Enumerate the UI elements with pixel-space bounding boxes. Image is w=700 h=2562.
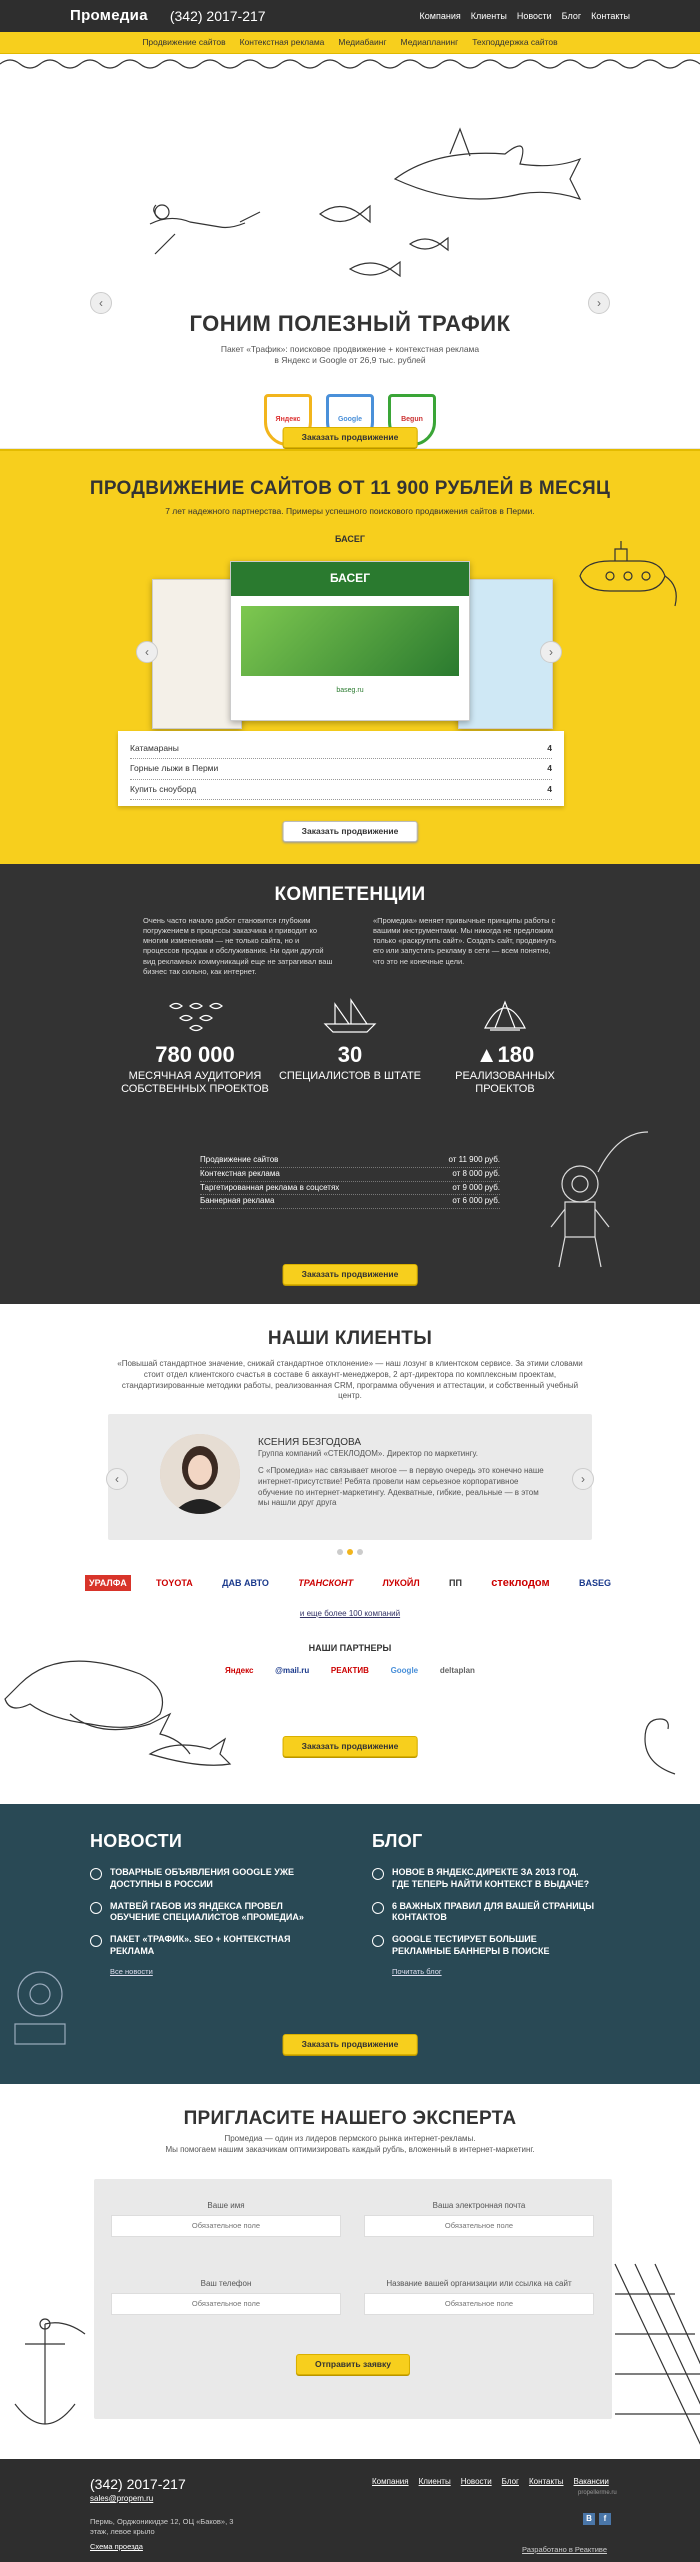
review-next-arrow[interactable]: › xyxy=(572,1468,594,1490)
expert-subtitle-line1: Промедиа — один из лидеров пермского рынка интернет-рекламы. xyxy=(224,2134,476,2143)
arrow-up-icon: ▲ xyxy=(475,1042,498,1067)
price-value: от 9 000 руб. xyxy=(452,1182,500,1192)
news-section xyxy=(0,1804,700,2084)
blog-column xyxy=(372,1829,597,1978)
stat-projects xyxy=(430,994,580,1096)
logo-pp: ПП xyxy=(448,1578,462,1589)
whale-illustration xyxy=(0,1634,260,1774)
service-support[interactable]: Техподдержка сайтов xyxy=(472,37,558,48)
diver-helmet-icon xyxy=(0,1944,80,2064)
query-label: Горные лыжи в Перми xyxy=(130,763,219,774)
expert-subtitle-line2: Мы помогаем нашим заказчикам оптимизировать каждый рубль, вложенный в интернет-маркетинг. xyxy=(165,2144,535,2154)
person-photo-icon xyxy=(160,1434,240,1514)
hero-subtitle xyxy=(0,344,700,367)
review-text: С «Промедиа» нас связывает многое — в первую очередь это конечно наше интернет-присутствие! Ребята провели нам серьезное корпоративное обучение по интернет-маркетингу. Адекватные, гибкие, реальные — в этом мы нашли друг друга xyxy=(258,1466,544,1508)
sea-illustration xyxy=(0,84,700,284)
expert-subtitle xyxy=(0,2134,700,2156)
news-item[interactable] xyxy=(90,1901,315,1924)
company-label: Название вашей организации или ссылка на сайт xyxy=(386,2279,572,2288)
developer-link[interactable]: Разработано в Реактиве xyxy=(522,2545,607,2554)
stat-projects-value: 180 xyxy=(497,1042,535,1067)
wave-decoration xyxy=(0,54,700,74)
partner-yandex: Яндекс xyxy=(225,1666,254,1675)
footer xyxy=(0,2459,700,2562)
bullet-icon xyxy=(90,1902,102,1914)
query-position: 4 xyxy=(547,743,552,753)
competence-left-text: Очень часто начало работ становится глубоким погружением в процессы заказчика и приводит ко многим изменениям — не только сайта, но и процессов продаж и обслуживания. Ни один другой вид рекламных коммуникаций еще не затрагивал ваш бизнес так сильно, как интернет. xyxy=(143,916,333,976)
hero-prev-arrow[interactable]: ‹ xyxy=(90,292,112,314)
clients-section xyxy=(0,1304,700,1804)
bullet-icon xyxy=(90,1868,102,1880)
facebook-icon[interactable]: f xyxy=(599,2513,611,2525)
query-row xyxy=(130,739,552,759)
bullet-icon xyxy=(372,1902,384,1914)
review-card xyxy=(108,1414,592,1540)
footer-nav xyxy=(372,2477,609,2488)
footer-note: propellerme.ru xyxy=(578,2490,617,2496)
partner-mailru: @mail.ru xyxy=(275,1666,310,1675)
logo-transkont: ТРАНСКОНТ xyxy=(298,1578,354,1589)
service-mediabuying[interactable]: Медиабаинг xyxy=(338,37,387,48)
price-row xyxy=(200,1182,500,1196)
blog-item[interactable] xyxy=(372,1867,597,1890)
query-label: Купить сноуборд xyxy=(130,783,197,794)
footer-nav-vacancies[interactable]: Вакансии xyxy=(573,2477,609,2486)
expert-form xyxy=(94,2179,612,2419)
stat-audience-label: МЕСЯЧНАЯ АУДИТОРИЯ СОБСТВЕННЫХ ПРОЕКТОВ xyxy=(121,1069,269,1095)
stat-audience-number: 780 000 xyxy=(155,1042,235,1067)
hero-section xyxy=(0,54,700,449)
news-title: НОВОСТИ xyxy=(90,1831,183,1851)
price-row xyxy=(200,1168,500,1182)
news-column xyxy=(90,1829,315,1978)
partner-google: Google xyxy=(390,1666,419,1675)
footer-phone: (342) 2017-217 xyxy=(90,2476,186,2492)
price-value: от 6 000 руб. xyxy=(452,1196,500,1206)
begun-badge-label: Begun xyxy=(401,416,423,424)
site-thumb-banner xyxy=(241,606,459,676)
blog-item-text: 6 ВАЖНЫХ ПРАВИЛ ДЛЯ ВАШЕЙ СТРАНИЦЫ КОНТАКТОВ xyxy=(392,1900,595,1923)
bullet-icon xyxy=(372,1868,384,1880)
footer-nav-clients[interactable]: Клиенты xyxy=(418,2477,451,2486)
promo-order-button[interactable]: Заказать продвижение xyxy=(283,821,418,842)
logo-lukoil: ЛУКОЙЛ xyxy=(382,1578,420,1589)
news-item[interactable] xyxy=(90,1934,315,1957)
fish-icon xyxy=(320,206,448,276)
service-seo[interactable]: Продвижение сайтов xyxy=(142,37,226,48)
blog-item-text: GOOGLE ТЕСТИРУЕТ БОЛЬШИЕ РЕКЛАМНЫЕ БАННЕРЫ В ПОИСКЕ xyxy=(392,1934,550,1956)
nav-contacts[interactable]: Контакты xyxy=(591,10,630,21)
clients-subtitle: «Повышай стандартное значение, снижай стандартное отклонение» — наш лозунг в клиентском сервисе. За этими словами стоит отдел клиентского счастья в составе 6 аккаунт-менеджеров, 2 арт-директора по комплексным проектам, стандартизированные методики работы, реализованная CRM, программа обучения и аттестации, и собственный учебный центр. xyxy=(117,1359,583,1401)
nav-clients[interactable]: Клиенты xyxy=(470,10,507,21)
clients-order-button[interactable]: Заказать продвижение xyxy=(283,1736,418,1757)
logo-baseg: BASEG xyxy=(578,1578,611,1589)
news-item-text: ТОВАРНЫЕ ОБЪЯВЛЕНИЯ GOOGLE УЖЕ ДОСТУПНЫ В РОССИИ xyxy=(110,1867,294,1889)
diver-icon xyxy=(150,205,260,254)
pagination-dot[interactable] xyxy=(337,1549,343,1555)
bullet-icon xyxy=(90,1935,102,1947)
price-value: от 11 900 руб. xyxy=(448,1155,500,1164)
promo-site-label: БАСЕГ xyxy=(334,534,365,544)
submit-button[interactable]: Отправить заявку xyxy=(296,2354,410,2375)
phone-field xyxy=(111,2279,341,2315)
stat-specialists xyxy=(275,994,425,1096)
price-row xyxy=(200,1154,500,1168)
pagination-dot[interactable] xyxy=(357,1549,363,1555)
more-clients-link[interactable]: и еще более 100 компаний xyxy=(299,1609,401,1618)
pagination-dot-active[interactable] xyxy=(347,1549,353,1555)
competence-section xyxy=(0,864,700,1304)
partners-title: НАШИ ПАРТНЕРЫ xyxy=(308,1643,392,1653)
submarine-icon xyxy=(570,531,690,611)
vk-icon[interactable]: В xyxy=(583,2513,595,2525)
stat-projects-label: РЕАЛИЗОВАННЫХ ПРОЕКТОВ xyxy=(455,1069,555,1095)
partner-logos xyxy=(225,1666,475,1677)
top-nav xyxy=(420,10,630,22)
hero-subtitle-line2: в Яндекс и Google от 26,9 тыс. рублей xyxy=(274,355,426,366)
price-label: Баннерная реклама xyxy=(200,1196,275,1206)
email-field xyxy=(364,2201,594,2237)
promo-next-arrow[interactable]: › xyxy=(540,641,562,663)
logo-toyota: TOYOTA xyxy=(156,1578,193,1589)
query-position: 4 xyxy=(547,763,552,774)
hero-subtitle-line1: Пакет «Трафик»: поисковое продвижение + контекстная реклама xyxy=(220,344,480,354)
promo-title: ПРОДВИЖЕНИЕ САЙТОВ ОТ 11 900 РУБЛЕЙ В МЕСЯЦ xyxy=(89,478,611,499)
news-item-text: МАТВЕЙ ГАБОВ ИЗ ЯНДЕКСА ПРОВЕЛ ОБУЧЕНИЕ СПЕЦИАЛИСТОВ «ПРОМЕДИА» xyxy=(110,1900,304,1923)
price-label: Продвижение сайтов xyxy=(200,1155,279,1164)
blog-title: БЛОГ xyxy=(372,1831,423,1851)
nav-company[interactable]: Компания xyxy=(419,10,461,21)
reviewer-position: Группа компаний «СТЕКЛОДОМ». Директор по маркетингу. xyxy=(258,1449,478,1458)
name-input[interactable] xyxy=(111,2215,341,2237)
shark-icon xyxy=(395,129,580,199)
ship-icon xyxy=(275,994,425,1034)
bullet-icon xyxy=(372,1935,384,1947)
partner-deltaplan: deltaplan xyxy=(439,1666,475,1675)
hero-next-arrow[interactable]: › xyxy=(588,292,610,314)
stats-row xyxy=(120,994,580,1096)
stat-projects-number xyxy=(430,1040,580,1070)
query-label: Катамараны xyxy=(130,743,179,753)
footer-nav-contacts[interactable]: Контакты xyxy=(528,2477,564,2486)
anchor-icon xyxy=(0,2314,90,2454)
footer-nav-company[interactable]: Компания xyxy=(372,2477,409,2486)
all-news-link[interactable]: Все новости xyxy=(110,1967,153,1977)
service-context[interactable]: Контекстная реклама xyxy=(239,37,325,48)
stat-audience xyxy=(120,994,270,1096)
blog-item[interactable] xyxy=(372,1934,597,1957)
name-label: Ваше имя xyxy=(207,2201,245,2210)
service-bar xyxy=(0,32,700,54)
news-item-text: ПАКЕТ «ТРАФИК». SEO + КОНТЕКСТНАЯ РЕКЛАМА xyxy=(110,1934,291,1956)
logo-steklodom: стеклодом xyxy=(491,1577,550,1589)
price-row xyxy=(200,1195,500,1209)
deep-diver-icon xyxy=(535,1124,655,1284)
email-label: Ваша электронная почта xyxy=(432,2201,526,2210)
phone-label: Ваш телефон xyxy=(200,2279,252,2288)
query-row xyxy=(130,780,552,800)
expert-title: ПРИГЛАСИТЕ НАШЕГО ЭКСПЕРТА xyxy=(183,2108,517,2129)
footer-address: Пермь, Орджоникидзе 12, ОЦ «Баков», 3 этаж, левое крыло xyxy=(90,2517,234,2537)
footer-nav-news[interactable]: Новости xyxy=(460,2477,492,2486)
site-thumb-left xyxy=(152,579,242,729)
hero-title: ГОНИМ ПОЛЕЗНЫЙ ТРАФИК xyxy=(189,311,511,336)
reviewer-name: КСЕНИЯ БЕЗГОДОВА xyxy=(258,1437,362,1448)
competence-title: КОМПЕТЕНЦИИ xyxy=(274,884,426,905)
review-prev-arrow[interactable]: ‹ xyxy=(106,1468,128,1490)
logo-uralfa: УРАЛФА xyxy=(85,1575,131,1591)
nav-news[interactable]: Новости xyxy=(516,10,552,21)
price-list xyxy=(200,1154,500,1209)
top-bar xyxy=(0,0,700,32)
email-input[interactable] xyxy=(364,2215,594,2237)
price-value: от 8 000 руб. xyxy=(452,1168,500,1178)
stat-specialists-number: 30 xyxy=(337,1042,363,1067)
blog-item-text: НОВОЕ В ЯНДЕКС.ДИРЕКТЕ ЗА 2013 ГОД. ГДЕ ТЕПЕРЬ НАЙТИ КОНТЕКСТ В ВЫДАЧЕ? xyxy=(392,1867,590,1889)
map-link[interactable]: Схема проезда xyxy=(90,2542,143,2551)
promo-section xyxy=(0,449,700,864)
partner-reaktiv: РЕАКТИВ xyxy=(330,1666,369,1675)
site-thumb-header: БАСЕГ xyxy=(231,562,469,596)
news-order-button[interactable]: Заказать продвижение xyxy=(283,2034,418,2055)
yandex-badge-label: Яндекс xyxy=(275,416,301,424)
fish-school-icon xyxy=(120,994,270,1034)
nav-blog[interactable]: Блог xyxy=(561,10,582,21)
review-pagination xyxy=(0,1549,700,1555)
hero-order-button[interactable]: Заказать продвижение xyxy=(283,427,418,448)
query-row xyxy=(130,759,552,779)
query-position: 4 xyxy=(547,783,552,794)
clients-title: НАШИ КЛИЕНТЫ xyxy=(267,1328,433,1349)
site-thumb-url: baseg.ru xyxy=(336,687,364,694)
news-item[interactable] xyxy=(90,1867,315,1890)
competence-text xyxy=(143,916,563,977)
name-field xyxy=(111,2201,341,2237)
client-logos xyxy=(85,1574,615,1593)
competence-order-button[interactable]: Заказать продвижение xyxy=(283,1264,418,1285)
shell-icon xyxy=(430,994,580,1034)
service-mediaplanning[interactable]: Медиапланинг xyxy=(400,37,459,48)
price-label: Контекстная реклама xyxy=(200,1168,280,1178)
blog-link[interactable]: Почитать блог xyxy=(392,1967,442,1977)
site-thumb-main[interactable] xyxy=(230,561,470,721)
header-phone: (342) 2017-217 xyxy=(169,7,266,24)
promo-subtitle: 7 лет надежного партнерства. Примеры успешного поискового продвижения сайтов в Перми. xyxy=(165,506,535,516)
price-label: Таргетированная реклама в соцсетях xyxy=(200,1182,340,1192)
stat-specialists-label: СПЕЦИАЛИСТОВ В ШТАТЕ xyxy=(278,1069,422,1082)
phone-input[interactable] xyxy=(111,2293,341,2315)
queries-list xyxy=(118,731,564,806)
promo-prev-arrow[interactable]: ‹ xyxy=(136,641,158,663)
footer-nav-blog[interactable]: Блог xyxy=(501,2477,519,2486)
google-badge-label: Google xyxy=(337,416,363,424)
company-field xyxy=(364,2279,594,2315)
tentacle-icon xyxy=(610,1704,680,1784)
logo-dav-avto: ДАВ АВТО xyxy=(222,1578,269,1589)
fishing-net-icon xyxy=(605,2254,700,2454)
site-thumb-right xyxy=(458,579,553,729)
logo[interactable]: Промедиа xyxy=(70,6,148,24)
blog-item[interactable] xyxy=(372,1901,597,1924)
avatar xyxy=(160,1434,240,1514)
footer-email[interactable]: sales@propem.ru xyxy=(90,2494,154,2503)
competence-right-text: «Промедиа» меняет привычные принципы работы с вашими инструментами. Мы никогда не предложим только «раскрутить сайт». Создать сайт, продвинуть его или запустить рекламу в сети — всем понятно, что это не конечные цели. xyxy=(373,916,557,966)
company-input[interactable] xyxy=(364,2293,594,2315)
expert-section xyxy=(0,2084,700,2459)
